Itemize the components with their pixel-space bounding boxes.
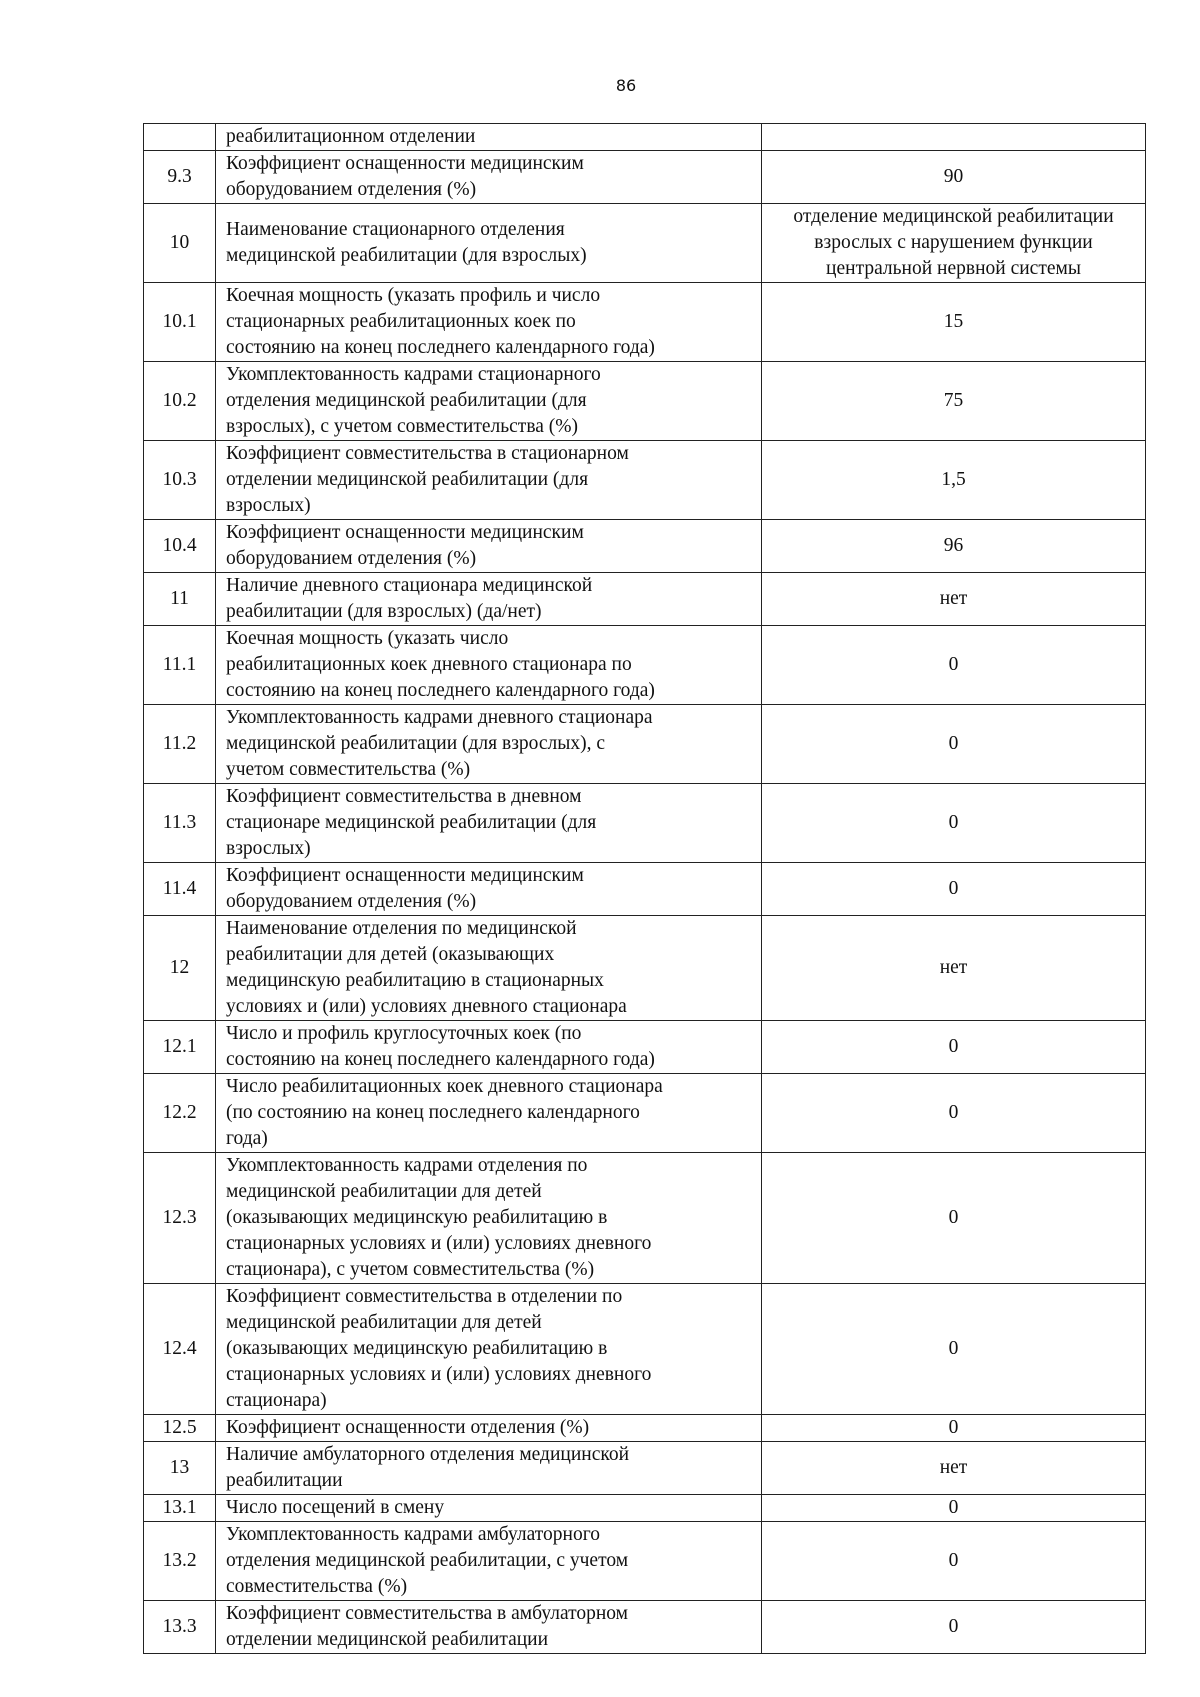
row-value-cell: 90 [762,151,1146,204]
row-description-cell: Укомплектованность кадрами дневного стационара медицинской реабилитации (для взрослых), с учетом совместительства (%) [216,705,762,784]
row-description-cell: Коэффициент совместительства в амбулаторном отделении медицинской реабилитации [216,1601,762,1654]
row-number-cell: 13.1 [144,1495,216,1522]
row-value-cell [762,124,1146,151]
row-number-cell: 12.5 [144,1415,216,1442]
row-value-cell: 15 [762,283,1146,362]
row-description-cell: Коэффициент совместительства в стационарном отделении медицинской реабилитации (для взрослых) [216,441,762,520]
table-row [144,283,1146,362]
row-value-cell: нет [762,916,1146,1021]
row-description-cell: Укомплектованность кадрами отделения по медицинской реабилитации для детей (оказывающих медицинскую реабилитацию в стационарных условиях и (или) условиях дневного стационара), с учетом совместительства (%) [216,1153,762,1284]
row-description-cell: Число реабилитационных коек дневного стационара (по состоянию на конец последнего календарного года) [216,1074,762,1153]
table-row [144,1601,1146,1654]
row-value-cell: 0 [762,1522,1146,1601]
row-description-cell: Число посещений в смену [216,1495,762,1522]
row-number-cell: 12.3 [144,1153,216,1284]
row-description-cell: Коэффициент оснащенности медицинским оборудованием отделения (%) [216,863,762,916]
row-value-cell: 96 [762,520,1146,573]
row-value-cell: 0 [762,1415,1146,1442]
row-description-cell: Наличие дневного стационара медицинской реабилитации (для взрослых) (да/нет) [216,573,762,626]
row-value-cell: 75 [762,362,1146,441]
row-description-cell: Коэффициент совместительства в отделении по медицинской реабилитации для детей (оказывающих медицинскую реабилитацию в стационарных условиях и (или) условиях дневного стационара) [216,1284,762,1415]
row-value-cell: отделение медицинской реабилитации взрослых с нарушением функции центральной нервной системы [762,204,1146,283]
row-number-cell: 12 [144,916,216,1021]
row-description-cell: Укомплектованность кадрами амбулаторного отделения медицинской реабилитации, с учетом совместительства (%) [216,1522,762,1601]
table-row [144,705,1146,784]
row-description-cell: Коэффициент оснащенности медицинским оборудованием отделения (%) [216,151,762,204]
table-row [144,863,1146,916]
table-row [144,1074,1146,1153]
row-value-cell: 0 [762,863,1146,916]
row-value-cell: нет [762,573,1146,626]
table-row [144,1442,1146,1495]
row-number-cell: 11.1 [144,626,216,705]
row-value-cell: 0 [762,705,1146,784]
table-row [144,1153,1146,1284]
row-number-cell [144,124,216,151]
row-number-cell: 10.3 [144,441,216,520]
row-number-cell: 12.2 [144,1074,216,1153]
table-row [144,151,1146,204]
row-value-cell: 0 [762,626,1146,705]
row-number-cell: 10.4 [144,520,216,573]
row-value-cell: 0 [762,784,1146,863]
row-value-cell: 0 [762,1021,1146,1074]
row-number-cell: 13.3 [144,1601,216,1654]
row-description-cell: Наличие амбулаторного отделения медицинской реабилитации [216,1442,762,1495]
row-value-cell: 0 [762,1495,1146,1522]
row-description-cell: Укомплектованность кадрами стационарного отделения медицинской реабилитации (для взрослых), с учетом совместительства (%) [216,362,762,441]
row-description-cell: Наименование отделения по медицинской реабилитации для детей (оказывающих медицинскую реабилитацию в стационарных условиях и (или) условиях дневного стационара [216,916,762,1021]
row-description-cell: Коэффициент оснащенности отделения (%) [216,1415,762,1442]
row-number-cell: 12.1 [144,1021,216,1074]
row-value-cell: 1,5 [762,441,1146,520]
row-number-cell: 10 [144,204,216,283]
table-row [144,1495,1146,1522]
table-row [144,626,1146,705]
row-number-cell: 10.1 [144,283,216,362]
row-number-cell: 10.2 [144,362,216,441]
table-row [144,362,1146,441]
row-description-cell: Число и профиль круглосуточных коек (по состоянию на конец последнего календарного года) [216,1021,762,1074]
row-number-cell: 9.3 [144,151,216,204]
row-number-cell: 11.3 [144,784,216,863]
table-row [144,520,1146,573]
row-description-cell: Коечная мощность (указать профиль и число стационарных реабилитационных коек по состоянию на конец последнего календарного года) [216,283,762,362]
indicators-table [143,123,1146,1654]
row-description-cell: Коечная мощность (указать число реабилитационных коек дневного стационара по состоянию на конец последнего календарного года) [216,626,762,705]
table-row [144,124,1146,151]
row-number-cell: 11 [144,573,216,626]
row-value-cell: нет [762,1442,1146,1495]
row-value-cell: 0 [762,1601,1146,1654]
table-row [144,1021,1146,1074]
row-value-cell: 0 [762,1284,1146,1415]
table-row [144,1522,1146,1601]
row-number-cell: 13.2 [144,1522,216,1601]
row-number-cell: 13 [144,1442,216,1495]
row-value-cell: 0 [762,1074,1146,1153]
row-number-cell: 11.4 [144,863,216,916]
table-row [144,573,1146,626]
page-number: 86 [615,76,637,95]
table-row [144,1284,1146,1415]
row-value-cell: 0 [762,1153,1146,1284]
row-description-cell: реабилитационном отделении [216,124,762,151]
table-row [144,1415,1146,1442]
row-number-cell: 12.4 [144,1284,216,1415]
row-number-cell: 11.2 [144,705,216,784]
row-description-cell: Коэффициент совместительства в дневном стационаре медицинской реабилитации (для взрослых) [216,784,762,863]
table-row [144,441,1146,520]
table-row [144,784,1146,863]
row-description-cell: Наименование стационарного отделения медицинской реабилитации (для взрослых) [216,204,762,283]
table-row [144,916,1146,1021]
table-row [144,204,1146,283]
row-description-cell: Коэффициент оснащенности медицинским оборудованием отделения (%) [216,520,762,573]
